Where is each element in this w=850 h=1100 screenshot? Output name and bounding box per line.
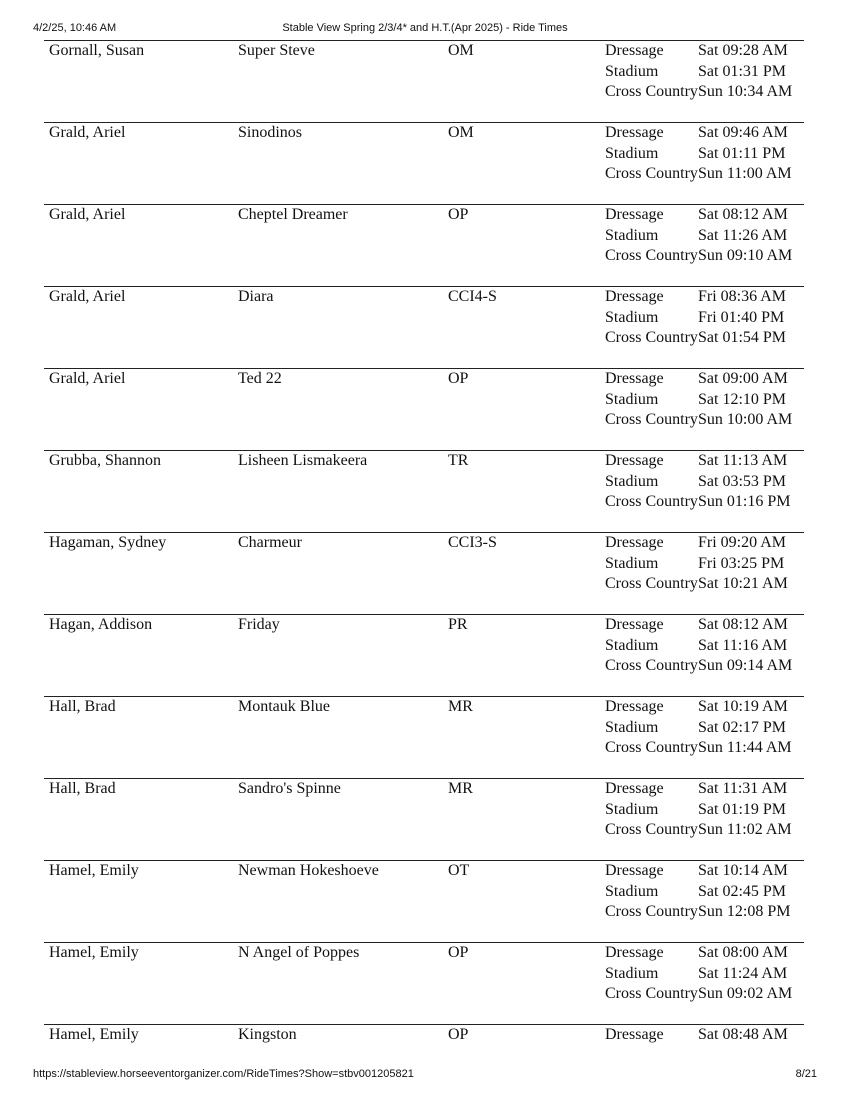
time-dressage: Sat 10:19 AM [698, 698, 788, 715]
time-cross-country: Sun 10:34 AM [698, 83, 793, 100]
phase-dressage: Dressage [605, 288, 664, 305]
phase-cross-country: Cross Country [605, 329, 698, 346]
phase-stadium: Stadium [605, 144, 659, 162]
horse-name: Lisheen Lismakeera [238, 452, 368, 469]
phase-stadium: Stadium [605, 554, 659, 572]
document-title: Stable View Spring 2/3/4* and H.T.(Apr 2025) - Ride Times [282, 22, 568, 34]
table-row [44, 204, 804, 286]
table-row [44, 942, 804, 1024]
time-cross-country: Sun 01:16 PM [698, 493, 791, 510]
division: OT [448, 862, 470, 879]
phase-stadium: Stadium [605, 62, 659, 80]
time-dressage: Sat 08:12 AM [698, 206, 788, 223]
phase-stadium: Stadium [605, 882, 659, 900]
print-header [33, 20, 817, 36]
phase-stadium: Stadium [605, 472, 659, 490]
rider-name: Grald, Ariel [49, 124, 126, 141]
phase-dressage: Dressage [605, 124, 664, 141]
phase-dressage: Dressage [605, 944, 664, 961]
time-cross-country: Sun 11:02 AM [698, 821, 792, 838]
time-stadium: Sat 11:24 AM [698, 964, 788, 982]
rider-name: Grald, Ariel [49, 206, 126, 223]
phase-cross-country: Cross Country [605, 411, 698, 428]
time-cross-country: Sun 10:00 AM [698, 411, 793, 428]
division: OP [448, 1026, 469, 1043]
phase-cross-country: Cross Country [605, 821, 698, 838]
division: CCI4-S [448, 288, 497, 305]
time-stadium: Sat 01:31 PM [698, 62, 787, 80]
table-row [44, 368, 804, 450]
phase-dressage: Dressage [605, 42, 664, 59]
division: OM [448, 42, 474, 59]
horse-name: Super Steve [238, 42, 315, 59]
time-dressage: Sat 11:31 AM [698, 780, 788, 797]
table-row [44, 778, 804, 860]
time-stadium: Sat 01:11 PM [698, 144, 786, 162]
phase-dressage: Dressage [605, 1026, 664, 1043]
rider-name: Hamel, Emily [49, 1026, 139, 1043]
rider-name: Hagan, Addison [49, 616, 153, 633]
division: OM [448, 124, 474, 141]
horse-name: Charmeur [238, 534, 302, 551]
phase-dressage: Dressage [605, 862, 664, 879]
rider-name: Hall, Brad [49, 698, 116, 715]
phase-stadium: Stadium [605, 800, 659, 818]
time-stadium: Sat 02:45 PM [698, 882, 787, 900]
phase-stadium: Stadium [605, 718, 659, 736]
time-cross-country: Sun 11:44 AM [698, 739, 792, 756]
horse-name: Sandro's Spinne [238, 780, 341, 797]
phase-cross-country: Cross Country [605, 739, 698, 756]
rider-name: Grald, Ariel [49, 370, 126, 387]
table-row [44, 122, 804, 204]
time-cross-country: Sun 11:00 AM [698, 165, 792, 182]
horse-name: N Angel of Poppes [238, 944, 360, 961]
time-stadium: Sat 02:17 PM [698, 718, 787, 736]
time-stadium: Sat 03:53 PM [698, 472, 787, 490]
rider-name: Gornall, Susan [49, 42, 145, 59]
time-cross-country: Sat 10:21 AM [698, 575, 788, 592]
time-cross-country: Sun 12:08 PM [698, 903, 791, 920]
time-dressage: Sat 09:28 AM [698, 42, 788, 59]
time-cross-country: Sun 09:10 AM [698, 247, 793, 264]
phase-dressage: Dressage [605, 206, 664, 223]
time-stadium: Sat 01:19 PM [698, 800, 787, 818]
time-dressage: Sat 10:14 AM [698, 862, 788, 879]
phase-stadium: Stadium [605, 226, 659, 244]
table-row [44, 860, 804, 942]
time-cross-country: Sat 01:54 PM [698, 329, 787, 346]
phase-cross-country: Cross Country [605, 165, 698, 182]
horse-name: Ted 22 [238, 370, 282, 387]
phase-dressage: Dressage [605, 616, 664, 633]
time-dressage: Sat 08:00 AM [698, 944, 788, 961]
horse-name: Cheptel Dreamer [238, 206, 348, 223]
time-stadium: Sat 11:26 AM [698, 226, 788, 244]
phase-stadium: Stadium [605, 390, 659, 408]
division: OP [448, 206, 469, 223]
division: MR [448, 780, 473, 797]
time-dressage: Fri 09:20 AM [698, 534, 787, 551]
page-number: 8/21 [795, 1068, 817, 1080]
phase-stadium: Stadium [605, 636, 659, 654]
table-row [44, 614, 804, 696]
time-stadium: Sat 12:10 PM [698, 390, 787, 408]
phase-cross-country: Cross Country [605, 493, 698, 510]
print-datetime: 4/2/25, 10:46 AM [33, 22, 117, 34]
horse-name: Kingston [238, 1026, 297, 1043]
table-row [44, 1024, 804, 1053]
division: PR [448, 616, 468, 633]
rider-name: Grubba, Shannon [49, 452, 161, 469]
table-row [44, 40, 804, 122]
horse-name: Sinodinos [238, 124, 303, 141]
time-dressage: Sat 08:12 AM [698, 616, 788, 633]
horse-name: Diara [238, 288, 274, 305]
division: TR [448, 452, 469, 469]
phase-cross-country: Cross Country [605, 903, 698, 920]
phase-dressage: Dressage [605, 698, 664, 715]
time-stadium: Fri 01:40 PM [698, 308, 785, 326]
phase-cross-country: Cross Country [605, 575, 698, 592]
phase-dressage: Dressage [605, 534, 664, 551]
table-row [44, 532, 804, 614]
time-dressage: Sat 09:00 AM [698, 370, 788, 387]
table-row [44, 286, 804, 368]
print-footer [33, 1066, 817, 1082]
phase-cross-country: Cross Country [605, 83, 698, 100]
phase-dressage: Dressage [605, 452, 664, 469]
division: MR [448, 698, 473, 715]
division: CCI3-S [448, 534, 497, 551]
division: OP [448, 370, 469, 387]
phase-cross-country: Cross Country [605, 247, 698, 264]
time-stadium: Sat 11:16 AM [698, 636, 788, 654]
time-cross-country: Sun 09:14 AM [698, 657, 793, 674]
phase-stadium: Stadium [605, 964, 659, 982]
table-row [44, 450, 804, 532]
rider-name: Hall, Brad [49, 780, 116, 797]
horse-name: Montauk Blue [238, 698, 330, 715]
rider-name: Hamel, Emily [49, 862, 139, 879]
rider-name: Hagaman, Sydney [49, 534, 167, 551]
phase-dressage: Dressage [605, 370, 664, 387]
table-row [44, 696, 804, 778]
time-dressage: Sat 11:13 AM [698, 452, 788, 469]
division: OP [448, 944, 469, 961]
time-dressage: Sat 08:48 AM [698, 1026, 788, 1043]
ride-times-table [44, 40, 804, 1053]
page-url: https://stableview.horseeventorganizer.com/RideTimes?Show=stbv001205821 [33, 1068, 414, 1080]
time-stadium: Fri 03:25 PM [698, 554, 785, 572]
rider-name: Hamel, Emily [49, 944, 139, 961]
horse-name: Friday [238, 616, 280, 633]
time-dressage: Fri 08:36 AM [698, 288, 787, 305]
phase-stadium: Stadium [605, 308, 659, 326]
time-dressage: Sat 09:46 AM [698, 124, 788, 141]
phase-dressage: Dressage [605, 780, 664, 797]
rider-name: Grald, Ariel [49, 288, 126, 305]
phase-cross-country: Cross Country [605, 657, 698, 674]
phase-cross-country: Cross Country [605, 985, 698, 1002]
horse-name: Newman Hokeshoeve [238, 862, 379, 879]
time-cross-country: Sun 09:02 AM [698, 985, 793, 1002]
